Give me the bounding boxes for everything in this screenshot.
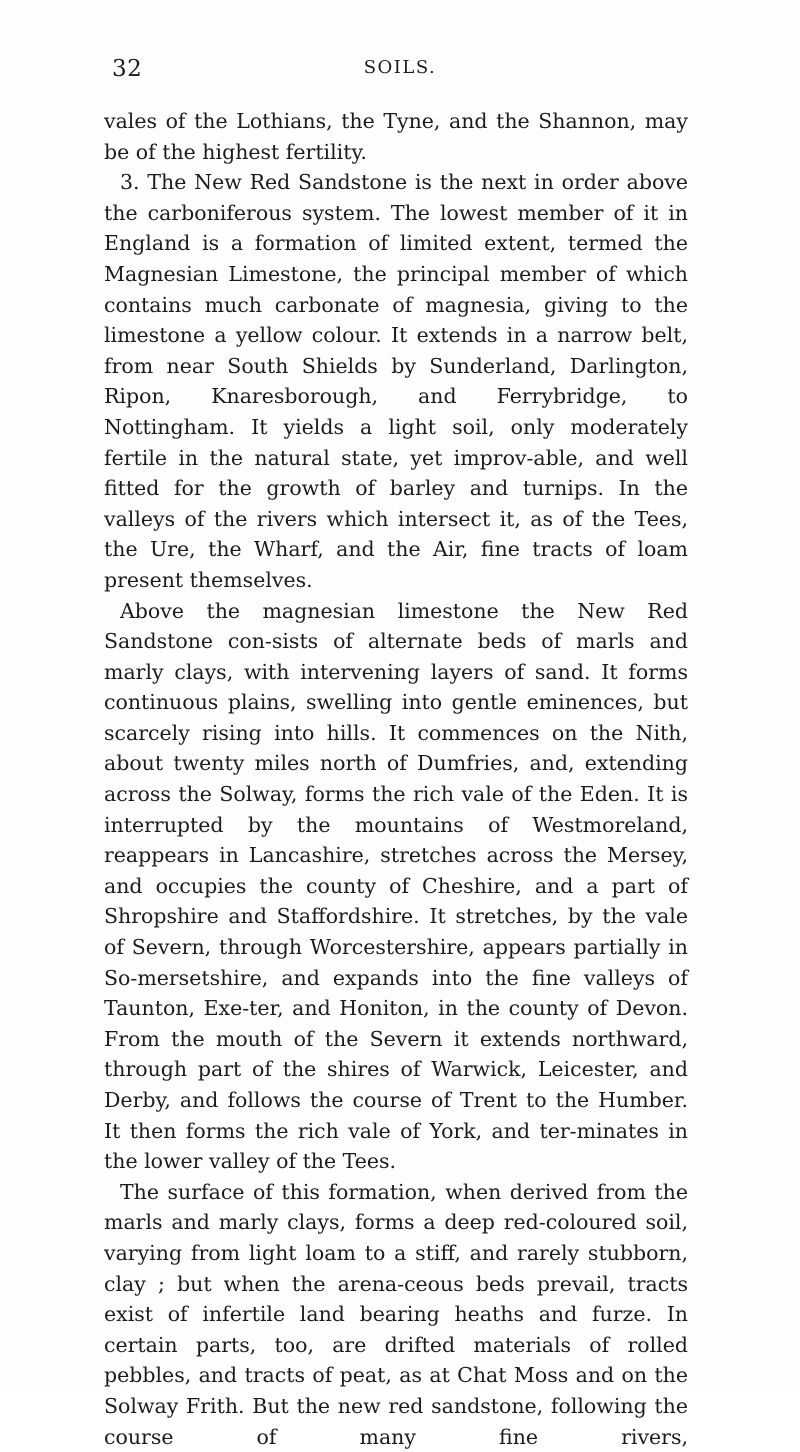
page-number: 32 <box>112 56 143 82</box>
paragraph-marls-and-clays: Above the magnesian limestone the New Red Sandstone con-sists of alternate beds of marls and marly clays, with intervening layers of sand. It forms continuous plains, swelling into gentle eminences, but scarcely rising into hills. It commences on the Nith, about twenty miles north of Dumfries, and, extending across the Solway, forms the rich vale of the Eden. It is interrupted by the mountains of Westmoreland, reappears in Lancashire, stretches across the Mersey, and occupies the county of Cheshire, and a part of Shropshire and Staffordshire. It stretches, by the vale of Severn, through Worcestershire, appears partially in So-mersetshire, and expands into the fine valleys of Taunton, Exe-ter, and Honiton, in the county of Devon. From the mouth of the Severn it extends northward, through part of the shires of Warwick, Leicester, and Derby, and follows the course of Trent to the Humber. It then forms the rich vale of York, and ter-minates in the lower valley of the Tees. <box>104 598 688 1174</box>
page-header <box>112 56 688 86</box>
paragraph-surface-soil: The surface of this formation, when derived from the marls and marly clays, forms a deep red-coloured soil, varying from light loam to a stiff, and rarely stubborn, clay ; but when the arena-ceous beds prevail, tracts exist of infertile land bearing heaths and furze. In certain parts, too, are drifted materials of rolled pebbles, and tracts of peat, as at Chat Moss and on the Solway Frith. But the new red sandstone, following the course of many fine rivers, <box>104 1179 688 1449</box>
running-head: SOILS. <box>363 57 437 78</box>
body-text <box>104 106 688 1452</box>
paragraph-continuation: vales of the Lothians, the Tyne, and the Shannon, may be of the highest fertility. <box>104 109 688 164</box>
paragraph-new-red-sandstone: 3. The New Red Sandstone is the next in order above the carboniferous system. The lowest member of it in England is a formation of limited extent, termed the Magnesian Limestone, the principal member of which contains much carbonate of magnesia, giving to the limestone a yellow colour. It extends in a narrow belt, from near South Shields by Sunderland, Darlington, Ripon, Knaresborough, and Ferrybridge, to Nottingham. It yields a light soil, only moderately fertile in the natural state, yet improv-able, and well fitted for the growth of barley and turnips. In the valleys of the rivers which intersect it, as of the Tees, the Ure, the Wharf, and the Air, fine tracts of loam present themselves. <box>104 170 688 592</box>
